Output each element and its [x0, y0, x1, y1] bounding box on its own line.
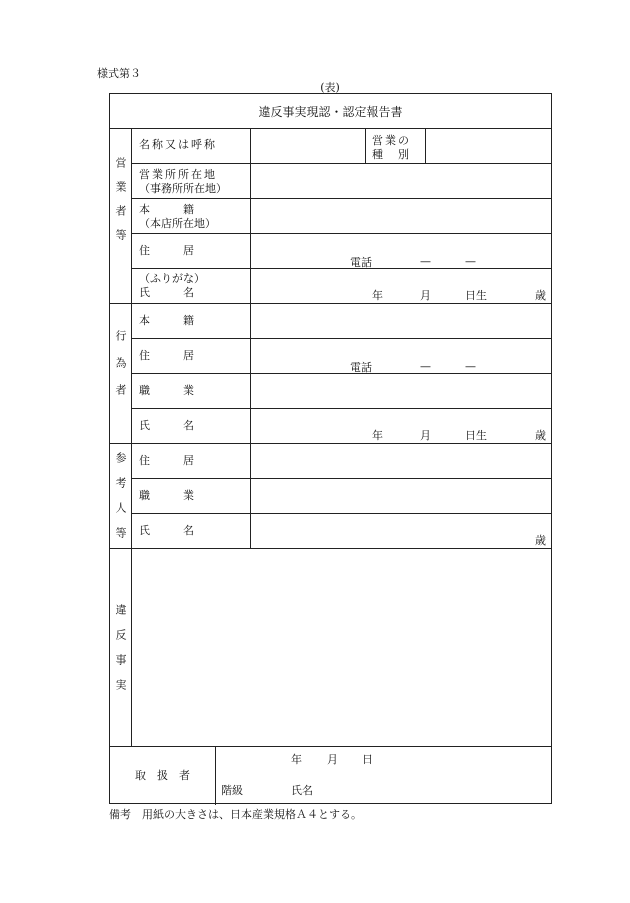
label-actor-residence: 住 居 [139, 349, 194, 362]
section-label-witness: 参考人等 [114, 452, 127, 552]
handler-month: 月 [327, 753, 338, 766]
report-form [109, 93, 552, 804]
label-witness-occupation: 職 業 [139, 489, 194, 502]
section-label-business: 営業者等 [114, 157, 127, 253]
label-domicile: 本 籍 （本店所在地） [139, 203, 216, 230]
label-name-or-title: 名称又は呼称 [139, 138, 217, 151]
actor-phone-label: 電話 [350, 361, 372, 374]
form-number: 様式第３ [97, 67, 141, 80]
phone-label: 電話 [350, 256, 372, 269]
handler-year: 年 [291, 753, 302, 766]
birth-year: 年 [372, 289, 383, 302]
label-residence: 住 居 [139, 244, 194, 257]
actor-birth-day: 日生 [465, 429, 487, 442]
actor-birth-month: 月 [420, 429, 431, 442]
section-label-violation: 違反事実 [114, 604, 127, 704]
handler-name-label: 氏名 [291, 784, 313, 797]
form-title: 違反事実現認・認定報告書 [258, 105, 403, 119]
age-label: 歳 [535, 289, 546, 302]
handler-label: 取 扱 者 [135, 769, 190, 782]
actor-birth-year: 年 [372, 429, 383, 442]
label-business-type: 営業の 種 別 [372, 134, 411, 161]
witness-age-label: 歳 [535, 534, 546, 547]
phone-dash-1: — [420, 255, 431, 268]
handler-day: 日 [362, 753, 373, 766]
birth-month: 月 [420, 289, 431, 302]
label-furigana-name: （ふりがな） 氏 名 [139, 272, 205, 299]
label-actor-domicile: 本 籍 [139, 314, 194, 327]
label-actor-name: 氏 名 [139, 419, 194, 432]
section-label-actor: 行為者 [114, 330, 127, 411]
label-witness-name: 氏 名 [139, 524, 194, 537]
label-witness-residence: 住 居 [139, 454, 194, 467]
actor-phone-dash-2: — [465, 360, 476, 373]
birth-day: 日生 [465, 289, 487, 302]
actor-age-label: 歳 [535, 429, 546, 442]
actor-phone-dash-1: — [420, 360, 431, 373]
label-office-address: 営業所所在地 （事務所所在地） [139, 168, 227, 195]
remarks-note: 備考 用紙の大きさは、日本産業規格Ａ４とする。 [109, 808, 362, 821]
handler-rank-label: 階級 [221, 784, 243, 797]
label-actor-occupation: 職 業 [139, 384, 194, 397]
phone-dash-2: — [465, 255, 476, 268]
side-label: (表) [320, 81, 340, 94]
